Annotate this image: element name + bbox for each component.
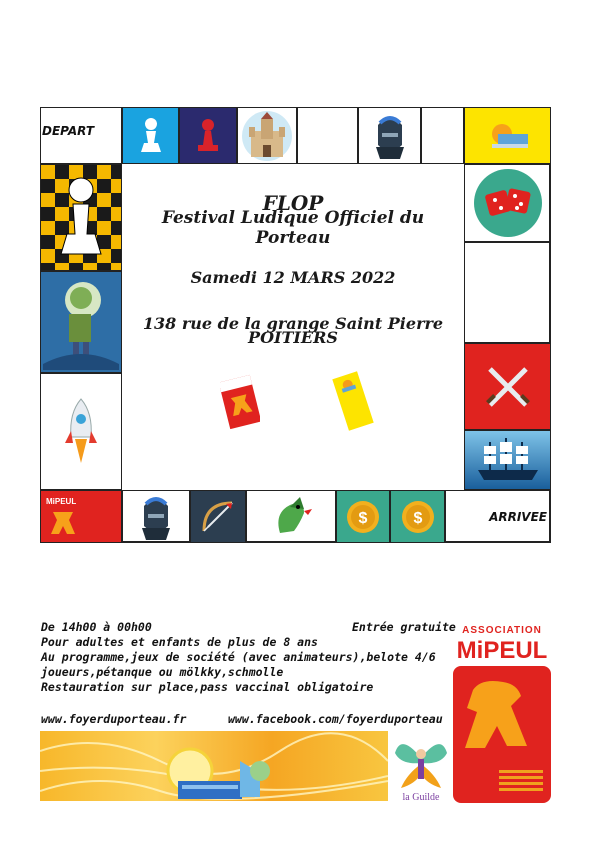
- svg-text:MiPEUL: MiPEUL: [46, 496, 77, 506]
- knight-helmet-icon: [370, 111, 410, 161]
- entry-fee: Entrée gratuite: [352, 620, 456, 634]
- cell-zombie: [40, 271, 122, 373]
- event-food: Restauration sur place,pass vaccinal obligatoire: [41, 680, 374, 694]
- cell-empty-top-2: [421, 107, 464, 164]
- sponsor-banner: [40, 731, 388, 801]
- cell-knight: [358, 107, 421, 164]
- association-label: ASSOCIATION: [462, 625, 542, 636]
- cell-depart: [40, 107, 122, 164]
- white-pawn-large-icon: [55, 174, 107, 262]
- mipeul-logo: [453, 620, 551, 803]
- festival-acronym: FLOP: [262, 191, 324, 215]
- board-center: [122, 164, 464, 490]
- coin-icon: [345, 499, 381, 535]
- cell-empty-right: [464, 242, 551, 343]
- festival-logo-icon: [480, 116, 536, 156]
- event-program-1: Au programme,jeux de société (avec animateurs),belote 4/6: [41, 650, 436, 664]
- rocket-icon: [63, 397, 99, 467]
- knight-helmet-icon-2: [136, 492, 176, 542]
- white-pawn-icon: [136, 116, 166, 156]
- sailing-ship-icon: [470, 434, 546, 486]
- guilde-text: la Guilde: [402, 792, 440, 803]
- red-pawn-icon: [193, 116, 223, 156]
- cell-harlequin-pawn: [40, 164, 122, 271]
- facebook-link[interactable]: www.facebook.com/foyerduporteau: [228, 712, 443, 726]
- cell-white-pawn: [122, 107, 179, 164]
- game-board: [40, 107, 550, 542]
- yellow-card-icon: [328, 368, 378, 434]
- cell-arrivee: [445, 490, 551, 543]
- cell-red-pawn: [179, 107, 237, 164]
- crossed-swords-icon: [480, 359, 536, 415]
- fairy-logo-icon: [390, 728, 452, 803]
- cell-dice: [464, 164, 551, 242]
- bow-arrow-icon: [196, 495, 240, 539]
- castle-icon: [239, 109, 295, 163]
- end-label: ARRIVEE: [489, 509, 547, 524]
- mipeul-logo-small-icon: [43, 492, 83, 542]
- cell-coin-1: [336, 490, 390, 543]
- coin-icon-2: [400, 499, 436, 535]
- event-hours: De 14h00 à 00h00: [41, 620, 152, 634]
- event-program-2: joueurs,pétanque ou mölkky,schmolle: [41, 665, 284, 679]
- cell-coin-2: [390, 490, 445, 543]
- cell-knight-2: [122, 490, 190, 543]
- website-link[interactable]: www.foyerduporteau.fr: [41, 712, 187, 726]
- svg-text:$: $: [413, 509, 422, 527]
- zombie-icon: [43, 274, 119, 370]
- cell-flyer-logo: [464, 107, 551, 164]
- cell-rocket: [40, 373, 122, 490]
- event-audience: Pour adultes et enfants de plus de 8 ans: [41, 635, 318, 649]
- event-address: 138 rue de la grange Saint Pierre: [142, 314, 444, 333]
- cell-mipeul-small: [40, 490, 122, 543]
- cell-empty-top: [297, 107, 358, 164]
- event-city: POITIERS: [248, 328, 338, 347]
- event-date: Samedi 12 MARS 2022: [190, 268, 396, 287]
- la-guilde-logo: [390, 728, 452, 803]
- svg-text:$: $: [358, 509, 368, 527]
- start-label: DEPART: [42, 124, 95, 138]
- festival-name: Festival Ludique Officiel du Porteau: [161, 208, 425, 248]
- dragon-icon: [266, 493, 316, 541]
- cell-sailing-ship: [464, 430, 551, 490]
- cell-swords: [464, 343, 551, 430]
- mipeul-wordmark: MiPEUL: [456, 637, 548, 664]
- cell-bow: [190, 490, 246, 543]
- cell-castle: [237, 107, 297, 164]
- sun-building-icon: [40, 731, 388, 801]
- dice-icon: [473, 168, 543, 238]
- mipeul-meeple-icon: [453, 620, 551, 803]
- mipeul-card-icon: [220, 374, 260, 430]
- cell-dragon: [246, 490, 336, 543]
